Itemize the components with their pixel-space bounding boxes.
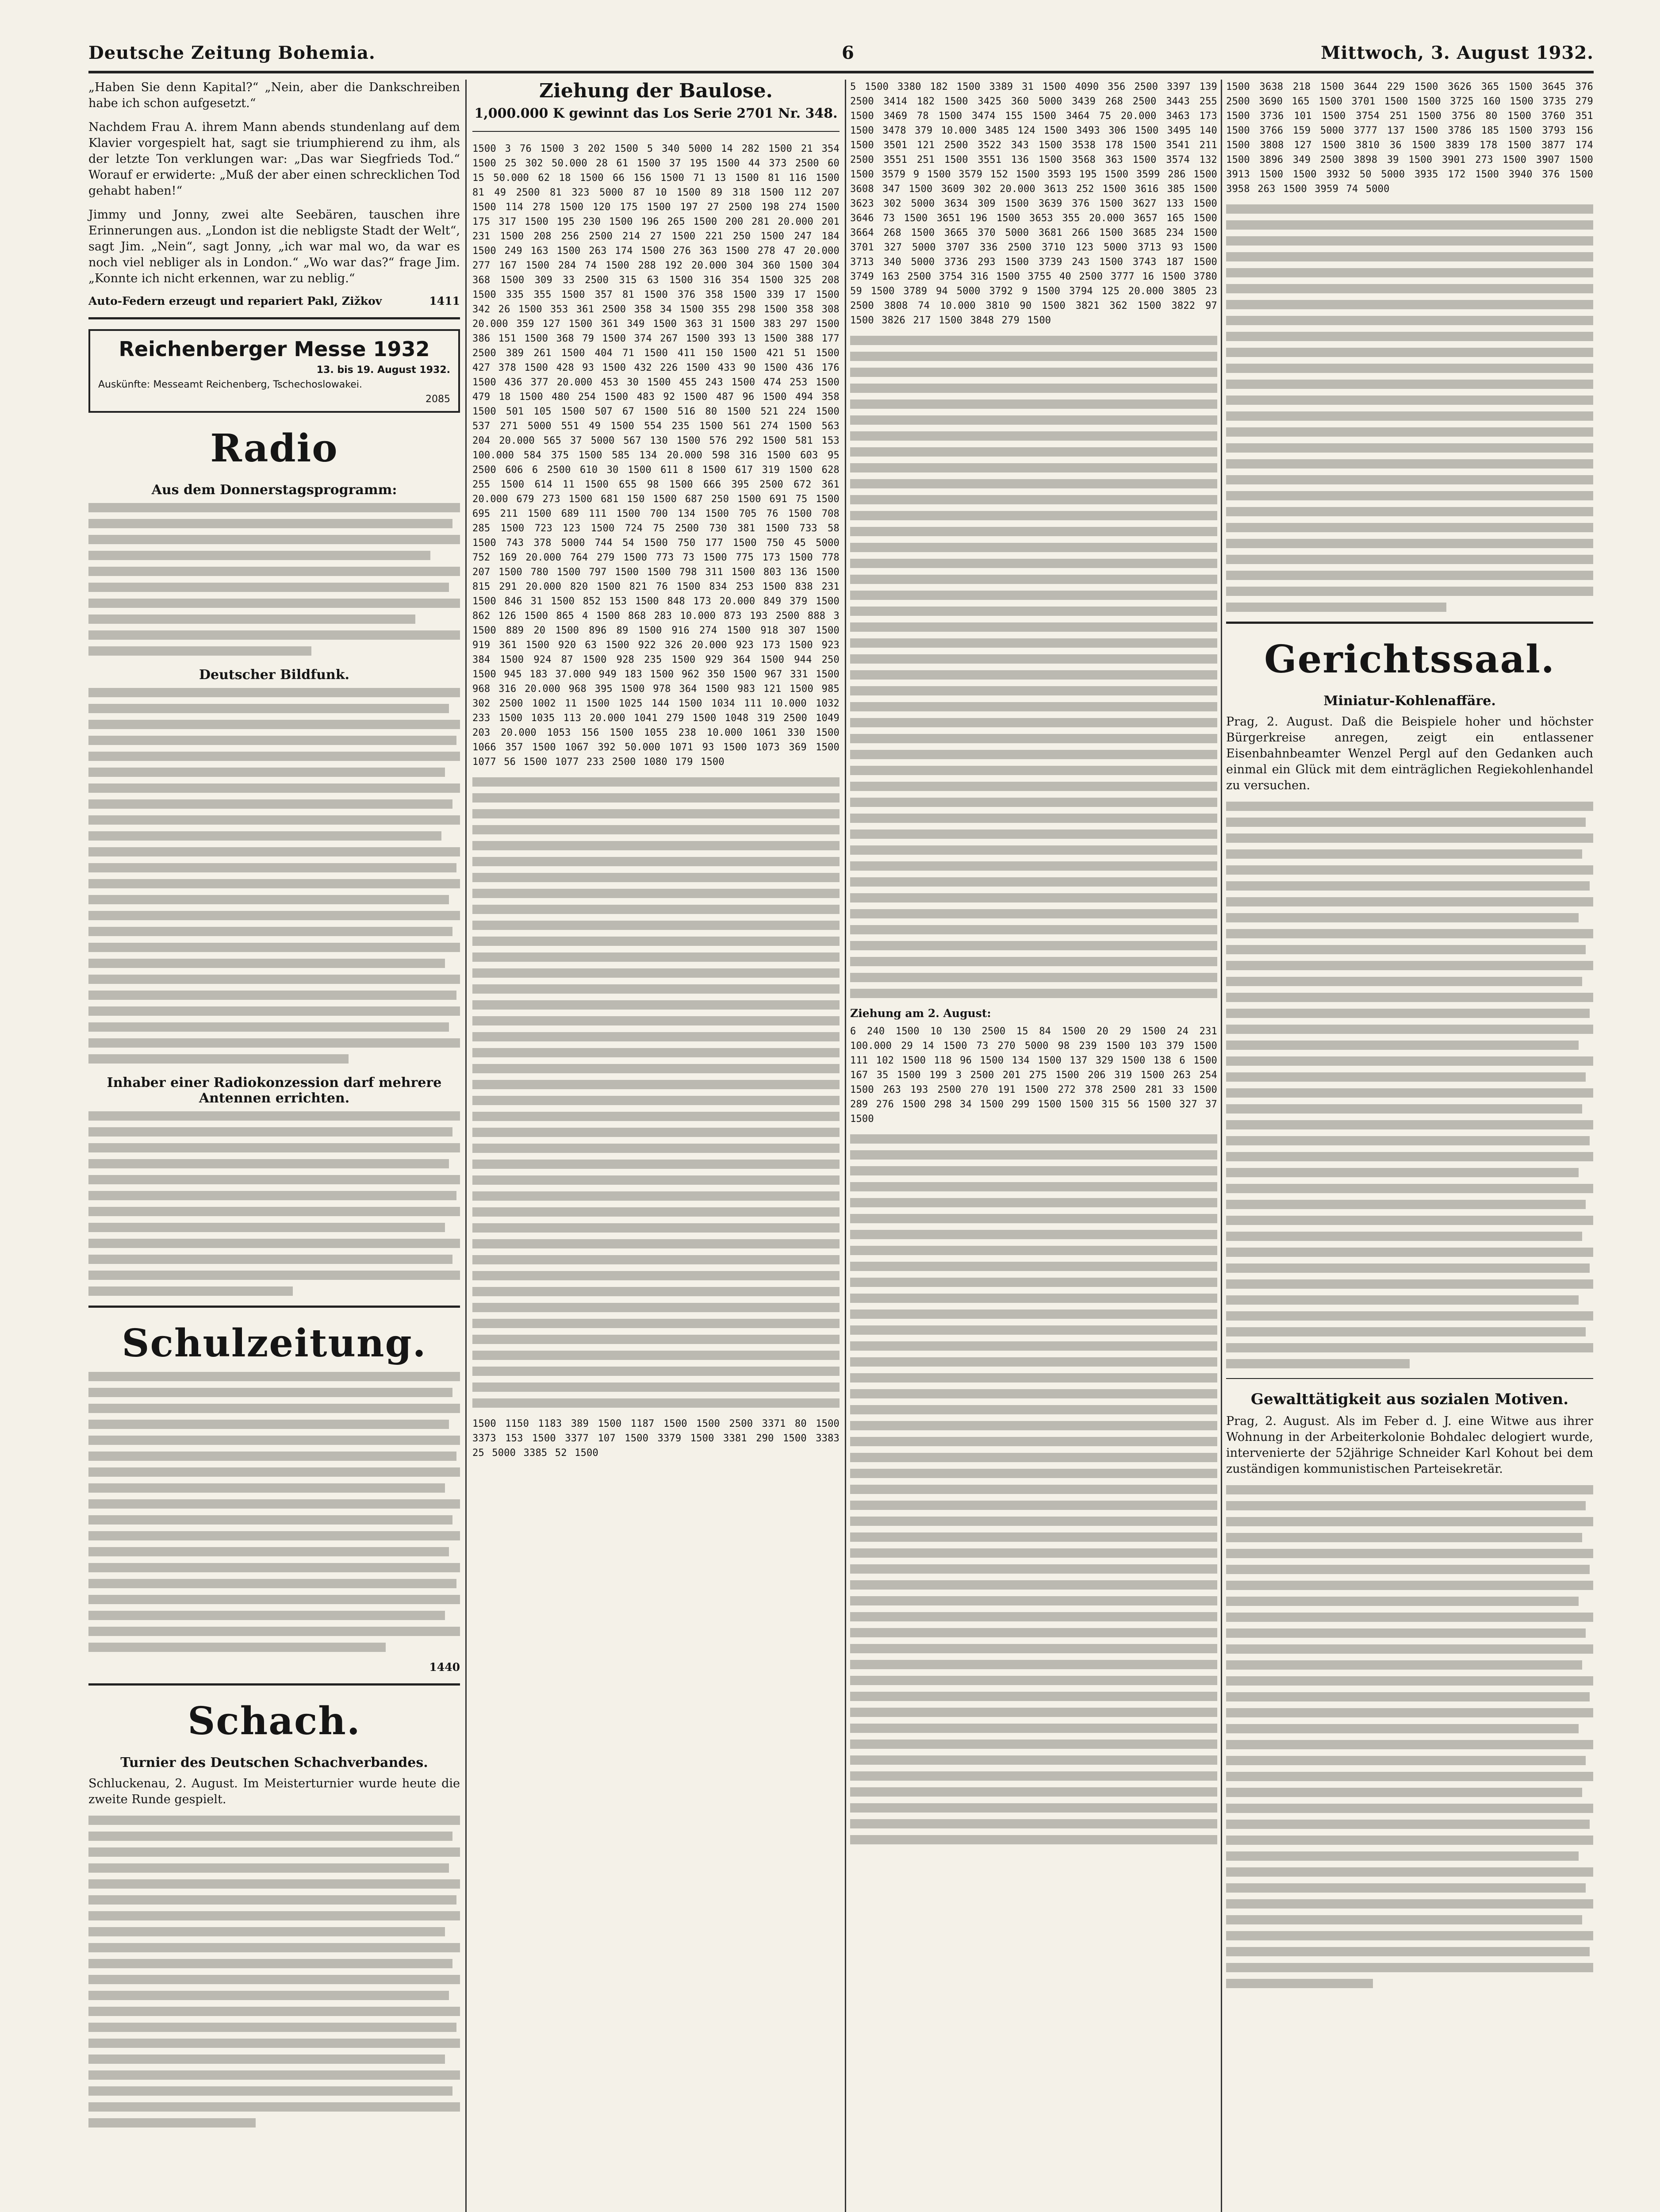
column-divider xyxy=(845,80,846,2212)
bildfunk-kicker: Deutscher Bildfunk. xyxy=(199,667,349,683)
section-rule xyxy=(1226,622,1593,624)
auto-ad-text: Auto-Federn erzeugt und repariert Pakl, Zižkov xyxy=(88,295,382,307)
school-code: 1440 xyxy=(429,1661,460,1674)
masthead-rule xyxy=(88,71,1594,73)
court-text: Prag, 2. August. Daß die Beispiele hoher und höchster Bürgerkreise anregen, zeigt ein entlassener Eisenbahnbeamter Wenzel Pergl auf den Gedanken auch einmal ein Glück mit dem einträglichen Regiekohlenhandel zu versuchen. xyxy=(1226,715,1593,792)
court-kicker: Miniatur-Kohlenaffäre. xyxy=(1323,693,1496,709)
section-rule xyxy=(88,317,460,319)
lottery-numbers-col3: 5 1500 3380 182 1500 3389 31 1500 4090 356 2500 3397 139 2500 3414 182 1500 3425 360 5000 3439 268 2500 3443 255 1500 3469 78 1500 3474 155 1500 3464 75 20.000 3463 173 1500 3478 379 10.000 3485 124 1500 3493 306 1500 3495 140 1500 3501 121 2500 3522 343 1500 3538 178 1500 3541 211 2500 3551 251 1500 3551 136 1500 3568 363 1500 3574 132 1500 3579 9 1500 3579 152 1500 3593 195 1500 3599 286 1500 3608 347 1500 3609 302 20.000 3613 252 1500 3616 385 1500 3623 302 5000 3634 309 1500 3639 376 1500 3627 133 1500 3646 73 1500 3651 196 1500 3653 355 20.000 3657 165 1500 3664 268 1500 3665 370 5000 3681 266 1500 3685 234 1500 3701 327 5000 3707 336 2500 3710 123 5000 3713 93 1500 3713 340 5000 3736 293 1500 3739 243 1500 3743 187 1500 3749 163 2500 3754 316 1500 3755 40 2500 3777 16 1500 3780 59 1500 3789 94 5000 3792 9 1500 3794 125 20.000 3805 23 2500 3808 74 10.000 3810 90 1500 3821 362 1500 3822 97 1500 3826 217 1500 3848 279 1500 xyxy=(850,81,1217,326)
violence-kicker: Gewalttätigkeit aus sozialen Motiven. xyxy=(1250,1390,1569,1408)
violence-text: Prag, 2. August. Als im Feber d. J. eine Witwe aus ihrer Wohnung in der Arbeiterkolonie Bohdalec delogiert wurde, intervenierte der 52jährige Schneider Karl Kohout bei dem zuständigen kommunistischen Parteisekretär. xyxy=(1226,1414,1593,1476)
fair-note: Auskünfte: Messeamt Reichenberg, Tschechoslowakei. xyxy=(98,379,362,390)
section-rule xyxy=(88,1306,460,1308)
lottery-numbers-col3-continued xyxy=(850,336,1217,998)
fair-code: 2085 xyxy=(426,394,450,405)
column-2 xyxy=(472,80,840,1460)
lottery-numbers-col3-end xyxy=(850,1134,1217,1844)
radio-kicker: Aus dem Donnerstagsprogramm: xyxy=(151,482,397,498)
section-rule xyxy=(1226,1378,1593,1379)
school-heading: Schulzeitung. xyxy=(122,1321,427,1366)
column-3 xyxy=(850,80,1217,1853)
anecdote-2: Nachdem Frau A. ihrem Mann abends stundenlang auf dem Klavier vorgespielt hat, sagt sie triumphierend zu ihm, als der letzte Ton verklungen war: „Das war Siegfrieds Tod.“ Worauf er erwiderte: „Muß der aber einen schrecklichen Tod gehabt haben!“ xyxy=(88,120,460,198)
lottery-numbers: 1500 3 76 1500 3 202 1500 5 340 5000 14 282 1500 21 354 1500 25 302 50.000 28 61 1500 37 195 1500 44 373 2500 60 15 50.000 62 18 1500 66 156 1500 71 13 1500 81 116 1500 81 49 2500 81 323 5000 87 10 1500 89 318 1500 112 207 1500 114 278 1500 120 175 1500 197 27 2500 198 274 1500 175 317 1500 195 230 1500 196 265 1500 200 281 20.000 201 231 1500 208 256 2500 214 27 1500 221 250 1500 247 184 1500 249 163 1500 263 174 1500 276 363 1500 278 47 20.000 277 167 1500 284 74 1500 288 192 20.000 304 360 1500 304 368 1500 309 33 2500 315 63 1500 316 354 1500 325 208 1500 335 355 1500 357 81 1500 376 358 1500 339 17 1500 342 26 1500 353 361 2500 358 34 1500 355 298 1500 358 308 20.000 359 127 1500 361 349 1500 363 31 1500 383 297 1500 386 151 1500 368 79 1500 374 267 1500 393 13 1500 388 177 2500 389 261 1500 404 71 1500 411 150 1500 421 51 1500 427 378 1500 428 93 1500 432 226 1500 433 90 1500 436 176 1500 436 377 20.000 453 30 1500 455 243 1500 474 253 1500 479 18 1500 480 254 1500 483 92 1500 487 96 1500 494 358 1500 501 105 1500 507 67 1500 516 80 1500 521 224 1500 537 271 5000 551 49 1500 554 235 1500 561 274 1500 563 204 20.000 565 37 5000 567 130 1500 576 292 1500 581 153 100.000 584 375 1500 585 134 20.000 598 316 1500 603 95 2500 606 6 2500 610 30 1500 611 8 1500 617 319 1500 628 255 1500 614 11 1500 655 98 1500 666 395 2500 672 361 20.000 679 273 1500 681 150 1500 687 250 1500 691 75 1500 695 211 1500 689 111 1500 700 134 1500 705 76 1500 708 285 1500 723 123 1500 724 75 2500 730 381 1500 733 58 1500 743 378 5000 744 54 1500 750 177 1500 750 45 5000 752 169 20.000 764 279 1500 773 73 1500 775 173 1500 778 207 1500 780 1500 797 1500 1500 798 311 1500 803 136 1500 815 291 20.000 820 1500 821 76 1500 834 253 1500 838 231 1500 846 31 1500 852 153 1500 848 173 20.000 849 379 1500 862 126 1500 865 4 1500 868 283 10.000 873 193 2500 888 3 1500 889 20 1500 896 89 1500 916 274 1500 918 307 1500 919 361 1500 920 63 1500 922 326 20.000 923 173 1500 923 384 1500 924 87 1500 928 235 1500 929 364 1500 944 250 1500 945 183 37.000 949 183 1500 962 350 1500 967 331 1500 968 316 20.000 968 395 1500 978 364 1500 983 121 1500 985 302 2500 1002 11 1500 1025 144 1500 1034 111 10.000 1032 233 1500 1035 113 20.000 1041 279 1500 1048 319 2500 1049 203 20.000 1053 156 1500 1055 238 10.000 1061 330 1500 1066 357 1500 1067 392 50.000 1071 93 1500 1073 369 1500 1077 56 1500 1077 233 2500 1080 179 1500 xyxy=(472,143,840,768)
inhaber-text xyxy=(88,1111,460,1296)
lottery-title: Ziehung der Baulose. xyxy=(539,80,773,102)
anecdote-1: „Haben Sie denn Kapital?“ „Nein, aber die Dankschreiben habe ich schon aufgesetzt.“ xyxy=(88,81,460,110)
anecdote-3: Jimmy und Jonny, zwei alte Seebären, tauschen ihre Erinnerungen aus. „London ist die nebligste Stadt der Welt“, sagt Jim. „Nein“, sagt Jonny, „ich war mal wo, da war es noch viel nebliger als in London.“ „Wo war das?“ frage Jim. „Konnte ich nicht erkennen, war zu neblig.“ xyxy=(88,208,460,285)
lottery-numbers-tail: 1500 1150 1183 389 1500 1187 1500 1500 2500 3371 80 1500 3373 153 1500 3377 107 1500 3379 1500 3381 290 1500 3383 25 5000 3385 52 1500 xyxy=(472,1418,840,1459)
section-rule xyxy=(472,131,840,132)
fair-title: Reichenberger Messe 1932 xyxy=(119,337,430,361)
fair-ad xyxy=(88,329,460,413)
violence-body xyxy=(1226,1485,1593,1988)
lottery-numbers-col4: 1500 3638 218 1500 3644 229 1500 3626 365 1500 3645 376 2500 3690 165 1500 3701 1500 1500 3725 160 1500 3735 279 1500 3736 101 1500 3754 251 1500 3756 80 1500 3760 351 1500 3766 159 5000 3777 137 1500 3786 185 1500 3793 156 1500 3808 127 1500 3810 36 1500 3839 178 1500 3877 174 1500 3896 349 2500 3898 39 1500 3901 273 1500 3907 1500 3913 1500 1500 3932 50 5000 3935 172 1500 3940 376 1500 3958 263 1500 3959 74 5000 xyxy=(1226,81,1593,195)
chess-text: Schluckenau, 2. August. Im Meisterturnier wurde heute die zweite Runde gespielt. xyxy=(88,1777,460,1806)
lottery-numbers-col4-continued xyxy=(1226,204,1593,612)
column-divider xyxy=(1221,80,1222,2212)
auto-ad-code: 1411 xyxy=(429,295,460,307)
court-body xyxy=(1226,802,1593,1368)
lottery-numbers-continued xyxy=(472,777,840,1408)
masthead-date: Mittwoch, 3. August 1932. xyxy=(1321,42,1594,63)
drawing-label: Ziehung am 2. August: xyxy=(850,1007,991,1020)
masthead xyxy=(88,40,1594,65)
bildfunk-text xyxy=(88,688,460,1064)
radio-heading: Radio xyxy=(210,426,338,471)
page-number: 6 xyxy=(842,42,855,63)
lottery-numbers-col3-tail: 6 240 1500 10 130 2500 15 84 1500 20 29 1500 24 231 100.000 29 14 1500 73 270 5000 98 239 1500 103 379 1500 111 102 1500 118 96 1500 134 1500 137 329 1500 138 6 1500 167 35 1500 199 3 2500 201 275 1500 206 319 1500 263 254 1500 263 193 2500 270 191 1500 272 378 2500 281 33 1500 289 276 1500 298 34 1500 299 1500 1500 315 56 1500 327 37 1500 xyxy=(850,1026,1217,1125)
chess-body xyxy=(88,1816,460,2128)
column-1 xyxy=(88,80,460,2136)
school-text xyxy=(88,1372,460,1652)
inhaber-kicker: Inhaber einer Radiokonzession darf mehrere Antennen errichten. xyxy=(107,1075,442,1106)
fair-dates: 13. bis 19. August 1932. xyxy=(316,365,450,376)
chess-kicker: Turnier des Deutschen Schachverbandes. xyxy=(120,1755,428,1770)
court-heading: Gerichtssaal. xyxy=(1264,637,1555,682)
section-rule xyxy=(88,1683,460,1686)
column-divider xyxy=(465,80,467,2212)
auto-ad xyxy=(88,295,460,307)
masthead-title: Deutsche Zeitung Bohemia. xyxy=(88,42,376,63)
chess-heading: Schach. xyxy=(188,1699,361,1743)
radio-program-text xyxy=(88,503,460,656)
column-4 xyxy=(1226,80,1593,1997)
lottery-subtitle: 1,000.000 K gewinnt das Los Serie 2701 Nr. 348. xyxy=(474,106,838,121)
